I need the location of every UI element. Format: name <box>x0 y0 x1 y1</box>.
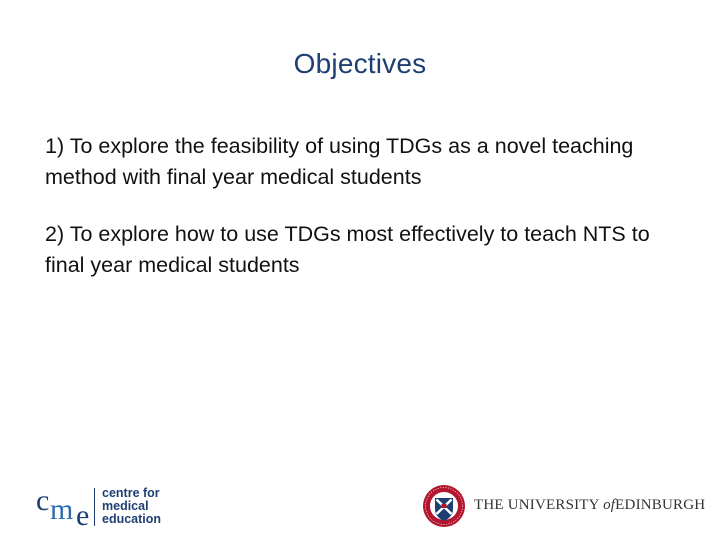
cme-text-line-2: medical <box>102 499 149 513</box>
university-logo <box>422 484 706 528</box>
cme-letter-c: c <box>36 484 50 517</box>
cme-mark-icon <box>36 484 92 532</box>
university-name-part-1: THE UNIVERSITY <box>474 497 604 513</box>
university-name <box>474 497 705 514</box>
cme-text-line-1: centre for <box>102 486 160 500</box>
cme-divider <box>94 488 95 526</box>
cme-letter-e: e <box>76 499 90 532</box>
objective-1: 1) To explore the feasibility of using TDGs as a novel teaching method with final year medical students <box>45 134 634 189</box>
cme-text <box>102 487 161 526</box>
cme-letter-m: m <box>50 493 74 526</box>
objectives-list <box>45 131 665 307</box>
university-name-part-2: EDINBURGH <box>615 497 706 513</box>
cme-logo <box>36 484 176 532</box>
slide-title: Objectives <box>293 48 427 79</box>
objective-2: 2) To explore how to use TDGs most effectively to teach NTS to final year medical students <box>45 222 650 277</box>
cme-text-line-3: education <box>102 512 162 526</box>
university-name-of: of <box>603 497 616 513</box>
university-crest-icon <box>422 484 466 528</box>
